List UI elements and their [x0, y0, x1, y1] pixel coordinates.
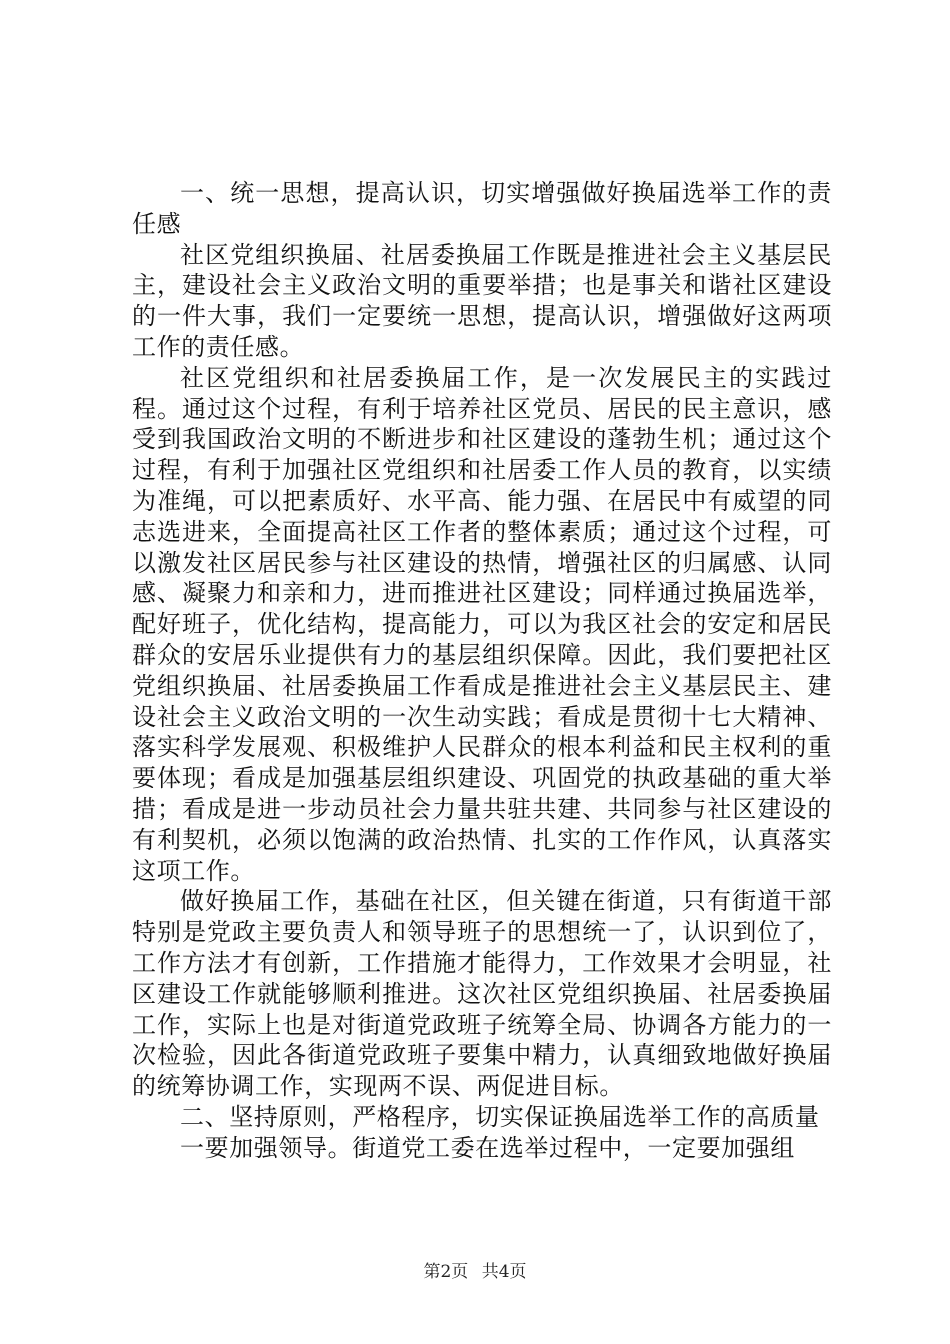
section-heading-2: 二、坚持原则，严格程序，切实保证换届选举工作的高质量	[180, 1102, 820, 1131]
document-body	[132, 178, 832, 1164]
page-number: 第2页	[423, 1262, 469, 1282]
body-paragraph: 社区党组织和社居委换届工作，是一次发展民主的实践过程。通过这个过程，有利于培养社区党员、居民的民主意识，感受到我国政治文明的不断进步和社区建设的蓬勃生机；通过这个过程，有利于加强社区党组织和社居委工作人员的教育，以实绩为准绳，可以把素质好、水平高、能力强、在居民中有威望的同志选进来，全面提高社区工作者的整体素质；通过这个过程，可以激发社区居民参与社区建设的热情，增强社区的归属感、认同感、凝聚力和亲和力，进而推进社区建设；同样通过换届选举，配好班子，优化结构，提高能力，可以为我区社会的安定和居民群众的安居乐业提供有力的基层组织保障。因此，我们要把社区党组织换届、社居委换届工作看成是推进社会主义基层民主、建设社会主义政治文明的一次生动实践；看成是贯彻十七大精神、落实科学发展观、积极维护人民群众的根本利益和民主权利的重要体现；看成是加强基层组织建设、巩固党的执政基础的重大举措；看成是进一步动员社会力量共驻共建、共同参与社区建设的有利契机，必须以饱满的政治热情、扎实的工作作风，认真落实这项工作。	[132, 363, 832, 885]
body-paragraph: 做好换届工作，基础在社区，但关键在街道，只有街道干部特别是党政主要负责人和领导班子的思想统一了，认识到位了，工作方法才有创新，工作措施才能得力，工作效果才会明显，社区建设工作就能够顺利推进。这次社区党组织换届、社居委换届工作，实际上也是对街道党政班子统筹全局、协调各方能力的一次检验，因此各街道党政班子要集中精力，认真细致地做好换届的统筹协调工作，实现两不误、两促进目标。	[132, 887, 832, 1101]
page-footer	[0, 1257, 950, 1282]
body-paragraph: 社区党组织换届、社居委换届工作既是推进社会主义基层民主，建设社会主义政治文明的重要举措；也是事关和谐社区建设的一件大事，我们一定要统一思想，提高认识，增强做好这两项工作的责任感。	[132, 240, 832, 361]
page-total: 共4页	[481, 1262, 527, 1282]
section-heading-1: 一、统一思想，提高认识，切实增强做好换届选举工作的责任感	[132, 179, 832, 238]
body-paragraph: 一要加强领导。街道党工委在选举过程中，一定要加强组	[180, 1133, 795, 1162]
